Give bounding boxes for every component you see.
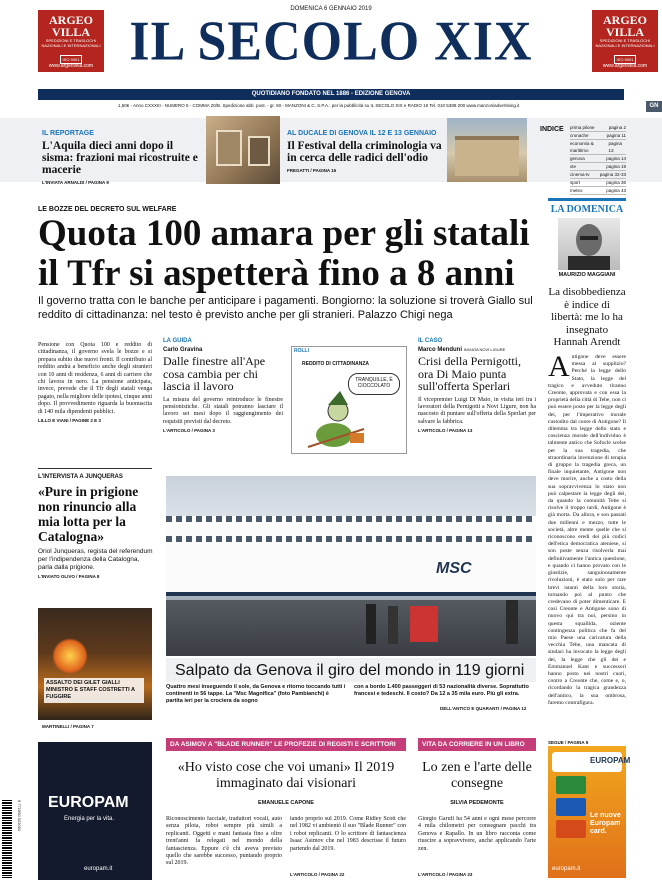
guida-article[interactable] [163,338,283,433]
caso-author: Marco Menduni [418,347,463,353]
bladerunner-author: EMANUELE CAPONE [258,800,314,806]
domenica-label: LA DOMENICA [550,204,624,215]
domenica-author: MAURIZIO MAGGIANI [558,272,616,278]
ship-windows [166,516,536,522]
ad-argeo-villa-left[interactable] [38,10,104,72]
ship-windows [166,536,536,542]
domenica-sig: SEGUE / PAGINA 5 [548,740,589,745]
photo-gilet-gialli [38,608,152,720]
teaser-title: L'Aquila dieci anni dopo il sisma: frazioni mai ricostruite e macerie [42,140,198,176]
masthead-date: DOMENICA 6 GENNAIO 2019 [290,6,372,12]
fire-shape [52,638,88,674]
barcode [2,800,12,878]
caso-label: IL CASO [418,338,443,344]
domenica-title[interactable]: La disobbedienza è indice di libertà: me lo ha insegnato Hannah Arendt [548,286,626,348]
index-list [570,124,626,195]
ad-brand: ARGEO VILLA [602,13,647,39]
teaser-title: Il Festival della criminologia va in cerca delle radici dell'odio [287,140,442,164]
masthead-title: IL SECOLO XIX [129,10,533,73]
rolli-label: ROLLI [294,348,309,354]
photo-aquila-ruins [206,116,280,184]
ad-url: www.argeovilla.com [602,63,648,69]
caso-sig: L'ARTICOLO / PAGINA 13 [418,428,473,434]
ship-msc-text: MSC [436,560,472,577]
main-headline[interactable]: Quota 100 amara per gli statali il Tfr si aspetterà fino a 8 anni [38,213,530,294]
teaser-label: IL REPORTAGE [42,130,94,137]
ad-argeo-villa-right[interactable] [592,10,658,72]
ship-hull [166,516,536,596]
zen-title[interactable]: Lo zen e l'arte delle consegne [422,760,532,791]
ad-europam-url: europam.it [84,866,113,872]
portrait-drawing [558,218,620,270]
domenica-body: ntigone deve essere messa al supplizio? Perché la legge dello Stato, la legge del tragico e avveduto tiranno Creonte, approvata e con essa la proprietà della città di Tebe, non ci può essere posto per la legge degli dei, per l'imperativo morale custodito dal cuore di Antigone? Il dilemma tra legge dello stato e coscienza morale dell'individuo è talmente antico che Sofocle scelse per la sua tragedia, che straordinaria invenzione di terapia di gruppo la tragedia greca, un finale inquietante, Antigone non deve morire, anche a costo della sua sopravvivenza lo stato non può calpestare la legge degli dei, da quando la comunità Tebe si risolve il troppo tardi, Antigone è già morta. Da allora, e son passati due millenni e mezzo, tutte le società, altre mente quelle che si riconoscono eredi dei più codici dell'etica democratica ateniese, si son poste senza risolverla mai definitivamente l'antica questione, e quando ci hanno provato con le giustizie, sanguinosamente rivoluzioni, è stato solo per rare brevi istanti della loro storia, tornando poi al punto che credevano di poter dimenticare. E così Creonte e Antigone sono di nuovo qui tra noi, persino in questa squallida, oziente contingenza politica che fa del mio Paese una caricatura della vecchia Tebe, una mancata di sindaci ha invocato la legge degli dei, la legge che gli dei e Emmanuel Kant e successori hanno posto nei nostri cuori, contro a Creonte che, come e, o, ricordando la tragica grandezza dell'antico, la sua ombrosa, faremo contrafigura. [548,354,626,706]
rolli-sign: REDDITO DI CITTADINANZA [302,361,370,367]
teaser-reportage[interactable] [42,130,202,185]
guida-title: Dalle finestre all'Ape cosa cambia per chi lascia il lavoro [163,354,266,393]
gn-badge: GN [646,101,662,112]
teaser-festival[interactable] [287,130,447,173]
witch-drawing [304,389,374,451]
ad-subtitle: SPEDIZIONI E TRASLOCHI NAZIONALI E INTERNAZIONALI [41,38,101,48]
index-row[interactable]: cinema-tv pagina 32-33 [570,172,626,177]
ad-europam-left[interactable] [38,742,152,880]
guida-author: Carlo Gravina [163,347,203,353]
ship-body-left: Quattro mesi inseguendo il sole, da Genova e ritorno toccando tutti i continenti in 56 tappe. La "Msc Magnifica" (foto Pambianchi) è partita ieri per la crociera da sogno [166,684,346,704]
person-figure [388,606,398,644]
ad-seal: ISO 9001 [614,55,637,64]
photo-msc-magnifica [166,476,536,656]
window-shape [216,130,242,166]
ad-europam-right-card: Le nuove Europam card. [590,812,621,835]
gilet-sig: MARTINELLI / PAGINA 7 [42,724,94,729]
main-subhead: Il governo tratta con le banche per anticipare i pagamenti. Bongiorno: la soluzione si troverà Giallo sul reddito di cittadinanza: nel testo è previsto anche per gli stranieri. Palazzo Chigi nega [38,295,533,321]
window-shape [248,136,270,166]
divider [38,468,152,469]
index-row[interactable]: sport pagina 36 [570,180,626,185]
caso-body: Il vicepremier Luigi Di Maio, in visita ieri tra i lavoratori della Pernigotti a Novi Ligure, non ha nascosto di puntare sull'offerta della Sperlari per salvare la fabbrica. [418,396,536,425]
main-kicker: LE BOZZE DEL DECRETO SUL WELFARE [38,206,177,213]
guida-label: LA GUIDA [163,338,192,344]
card-shape [556,820,586,838]
teaser-label: AL DUCALE DI GENOVA IL 12 E 13 GENNAIO [287,130,437,137]
card-shape [556,798,586,816]
junqueras-sig: L'INVIATO OLIVO / PAGINA 8 [38,574,100,579]
ship-sig: DELL'ANTICO E QUARANTI / PAGINA 12 [440,706,527,711]
dock-ground [166,600,536,656]
teaser-sig: FREGATTI / PAGINA 16 [287,168,337,173]
index-row[interactable]: genova pagina 14 [570,156,626,161]
bladerunner-body-1: Riconoscimento facciale, traduttori vocali, auto senza pilota, robot sempre più simili a replicanti. Oggetti e mani fantasia fino a oltre trent'anni fa relegati nel mondo della fantascienza. Eppure c'è chi aveva previsto quello che sarebbe successo, puntando proprio sul 2019. [166,816,282,867]
index-row[interactable]: xte pagina 19 [570,164,626,169]
ship-body-right: con a bordo 1.400 passeggeri di 53 nazionalità diverse. Soprattutto francesi e tedeschi. Il costo? Da 12 a 35 mila euro. Più gli extra. [354,684,529,697]
teaser-sig: L'INVIATA ARNALDI / PAGINA 9 [42,180,109,185]
caso-author-note: INVIATA NOVI LIGURE [463,347,506,352]
ad-europam-right-brand: EUROPAM [590,756,631,765]
zen-body: Giorgio Garufi ha 54 anni e ogni mese percorre 4 mila chilometri per consegnare pacchi tra Genova e Rapallo. In un libro racconta come riuscire a sopravvivere, anche applicando l'arte zen. [418,816,536,852]
ad-seal: ISO 9001 [60,55,83,64]
bladerunner-title[interactable]: «Ho visto cose che voi umani» Il 2019 immaginato dai visionari [177,760,395,791]
person-figure [366,604,376,644]
person-figure [506,600,518,644]
ad-brand: ARGEO VILLA [48,13,93,39]
caso-article[interactable] [418,338,536,433]
main-sig: LILLO E VIANI / PAGINE 2 E 3 [38,418,101,424]
domenica-rule [548,198,626,201]
rolli-cartoon [291,346,407,454]
ad-europam-tagline: Energia per la vita. [64,816,115,822]
junqueras-body: Oriol Junqueras, regista del referendum per l'indipendenza della Catalogna, parla dalla prigione. [38,548,153,571]
ad-europam-brand: EUROPAM [48,794,129,811]
main-body: Pensione con Quota 100 e reddito di cittadinanza, il governo svela le bozze e si prepara subito due nuovi fronti. Il contributo al reddito andrà a beneficio anche degli stranieri con 10 anni di residenza, 6 anni di carriere che chi lavora in nero. La pensione anticipata, invece, prevede che il Tfr degli statali venga pagato, nella migliore delle ipotesi, cinque anni dopo. Il provvedimento riguarda la buonuscita di 140 mila dipendenti pubblici. [38,342,152,415]
ship-caption[interactable]: Salpato da Genova il giro del mondo in 119 giorni [175,662,525,679]
photo-palazzo-ducale [447,118,527,182]
ad-europam-right[interactable] [548,746,631,878]
bladerunner-body-2: tando proprio sul 2019. Come Ridley Scott che nel 1982 vi ambientò il suo "Blade Runner" con i robot replicanti. O lo scrittore di fantascienza Isaac Asimov che nel 1983 descrisse il futuro partendo dal 2019. [290,816,406,852]
guida-body: La misura del governo reintroduce le finestre pensionistiche. Gli statali potranno lasciare il lavoro sei mesi dopo il raggiungimento dei requisiti previsti dal decreto. [163,396,283,425]
gilet-caption: ASSALTO DEI GILET GIALLI MINISTRO E STAFF COSTRETTI A FUGGIRE [44,678,144,703]
card-shape [556,776,586,794]
junqueras-article[interactable] [38,474,154,579]
index-row[interactable]: prima pilone pagina 2 [570,125,626,130]
barcode-number: 9 771590 022001 [17,800,22,832]
ad-subtitle: SPEDIZIONI E TRASLOCHI NAZIONALI E INTERNAZIONALI [595,38,655,48]
junqueras-label: L'INTERVISTA A JUNQUERAS [38,474,123,480]
index-row[interactable]: cronache pagina 11 [570,133,626,138]
luggage-cart [410,606,438,642]
maggiani-portrait [558,218,620,270]
domenica-dropcap: A [548,354,570,383]
building-shape [455,136,519,176]
bladerunner-sig: L'ARTICOLO / PAGINA 22 [290,872,345,877]
index-row[interactable]: economia & marittimo pagina 13 [570,140,626,155]
info-line: 1,50€ - Anno CXXXIII - NUMERO 5 - COMMA 20/B. Spedizione abb. post. - gr. 50 - MANZONI & C. S.P.A.: per la pubblicità su IL SECOLO XIX e RADIO 19 Tel. 010 5388 200 www.manzoniadvertising.it [118,103,520,108]
caso-title: Crisi della Pernigotti, ora Di Maio punta sull'offerta Sperlari [418,354,521,393]
rolli-balloon: TRANQUILLE, È CIOCCOLATO [348,373,400,395]
zen-sig: L'ARTICOLO / PAGINA 23 [418,872,473,877]
ad-url: www.argeovilla.com [48,63,94,69]
index-row[interactable]: meteo pagina 43 [570,188,626,193]
zen-author: SILVIA PEDEMONTE [450,800,504,806]
bladerunner-bar: DA ASIMOV A "BLADE RUNNER" LE PROFEZIE DI REGISTI E SCRITTORI [166,738,406,751]
junqueras-title: «Pure in prigione non rinuncio alla mia lotta per la Catalogna» [38,484,139,544]
main-article[interactable] [38,342,152,423]
domenica-article[interactable] [548,354,626,738]
index-label: INDICE [540,126,564,133]
guida-sig: L'ARTICOLO / PAGINA 3 [163,428,215,434]
founded-bar: QUOTIDIANO FONDATO NEL 1886 - EDIZIONE GENOVA [38,89,624,100]
zen-bar: VITA DA CORRIERE IN UN LIBRO [418,738,536,751]
ad-europam-right-url: europam.it [552,866,581,872]
